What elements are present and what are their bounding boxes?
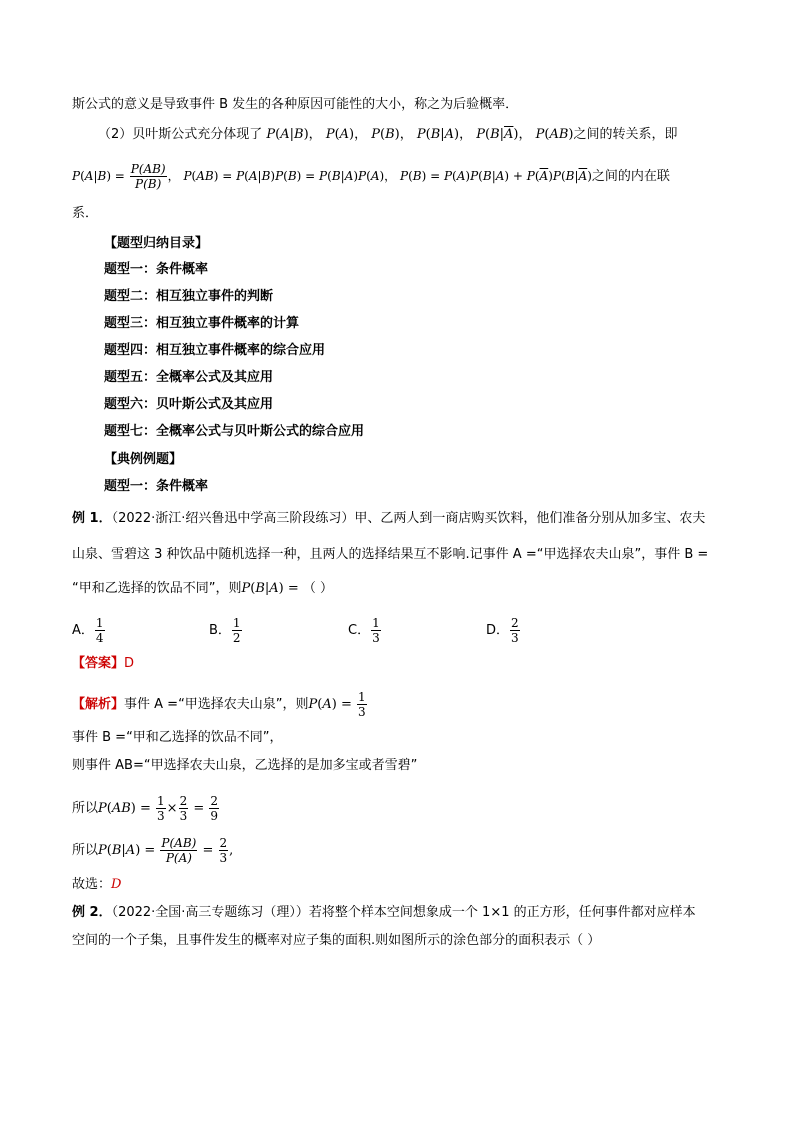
fraction: $\frac{P(AB)}{P(B)}$ xyxy=(130,162,166,191)
option-a: A． $\frac{1}{4}$ xyxy=(72,616,104,645)
answer-line xyxy=(72,655,134,673)
catalog-heading: 【题型归纳目录】 xyxy=(104,236,209,251)
analysis-line: 【解析】事件 A =“甲选择农夫山泉”，则P(A) = $\frac{1}{3}$ xyxy=(72,690,366,719)
text-segment: （ ） xyxy=(302,581,334,596)
paragraph-line: 系． xyxy=(72,206,99,221)
paragraph-line: （2）贝叶斯公式充分体现了 P(A|B)， P(A)， P(B)， P(B|A)， $P(B|\overline{A})$， P(AB)之间的转关系，即 xyxy=(98,127,678,142)
math-expression: P xyxy=(266,127,276,142)
example-2-line: 空间的一个子集，且事件发生的概率对应子集的面积.则如图所示的涂色部分的面积表示（ ） xyxy=(72,933,601,948)
examples-heading: 【典例例题】 xyxy=(104,452,183,467)
text-segment: （2022·浙江·绍兴鲁迅中学高三阶段练习）甲、乙两人到一商店购买饮料，他们准备分别从加多宝、农夫 xyxy=(111,511,706,526)
catalog-item: 题型七：全概率公式与贝叶斯公式的综合应用 xyxy=(104,424,365,439)
text-segment: （2）贝叶斯公式充分体现了 xyxy=(98,127,263,142)
text-segment: 之间的转关系，即 xyxy=(573,127,678,142)
example-1-line: 山泉、雪碧这 3 种饮品中随机选择一种，且两人的选择结果互不影响.记事件 A =“甲选择农夫山泉”，事件 B = xyxy=(72,547,709,562)
text-segment: “甲和乙选择的饮品不同”，则 xyxy=(72,581,242,596)
answer-value: D xyxy=(124,656,135,671)
formula-line: P(A|B) = $\frac{P(AB)}{P(B)}$ ， P(AB) = P(A|B)P(B) = P(B|A)P(A)， $P(B) = P(A)P(B|A) + P(\overline{A})P(B|\overline{A})$之间的内在联 xyxy=(72,162,670,191)
analysis-label: 【解析】 xyxy=(72,697,125,712)
catalog-item: 题型六：贝叶斯公式及其应用 xyxy=(104,397,274,412)
analysis-line: 则事件 AB=“甲选择农夫山泉，乙选择的是加多宝或者雪碧” xyxy=(72,758,418,773)
catalog-item: 题型三：相互独立事件概率的计算 xyxy=(104,316,300,331)
example-label: 例 1． xyxy=(72,511,112,526)
catalog-item: 题型四：相互独立事件概率的综合应用 xyxy=(104,343,326,358)
example-1-line: “甲和乙选择的饮品不同”，则P(B|A) = （ ） xyxy=(72,581,334,596)
option-b: B． $\frac{1}{2}$ xyxy=(209,616,241,645)
text-segment: 事件 A =“甲选择农夫山泉”，则 xyxy=(124,697,309,712)
example-label: 例 2． xyxy=(72,905,112,920)
example-2-line xyxy=(72,904,696,922)
option-d: D． $\frac{2}{3}$ xyxy=(486,616,519,645)
analysis-line: 所以P(AB) = $\frac{1}{3}$ × $\frac{2}{3}$ = $\frac{2}{9}$ xyxy=(72,794,219,823)
analysis-line: 事件 B =“甲和乙选择的饮品不同”， xyxy=(72,730,283,745)
text-segment: 之间的内在联 xyxy=(591,169,670,184)
example-1-line xyxy=(72,510,705,528)
choice-line: 故选：D xyxy=(72,877,122,892)
option-c: C． $\frac{1}{3}$ xyxy=(348,616,380,645)
answer-label: 【答案】 xyxy=(72,656,125,671)
catalog-item: 题型五：全概率公式及其应用 xyxy=(104,370,274,385)
paragraph-line: 斯公式的意义是导致事件 B 发生的各种原因可能性的大小，称之为后验概率． xyxy=(72,97,519,112)
catalog-item: 题型二：相互独立事件的判断 xyxy=(104,289,274,304)
examples-type-title: 题型一：条件概率 xyxy=(104,479,209,494)
analysis-line: 所以P(B|A) = $\frac{P(AB)}{P(A)}$ = $\frac{2}{3}$ , xyxy=(72,836,234,865)
catalog-item: 题型一：条件概率 xyxy=(104,262,209,277)
text-segment: （2022·全国·高三专题练习（理））若将整个样本空间想象成一个 1×1 的正方形，任何事件都对应样本 xyxy=(111,905,696,920)
